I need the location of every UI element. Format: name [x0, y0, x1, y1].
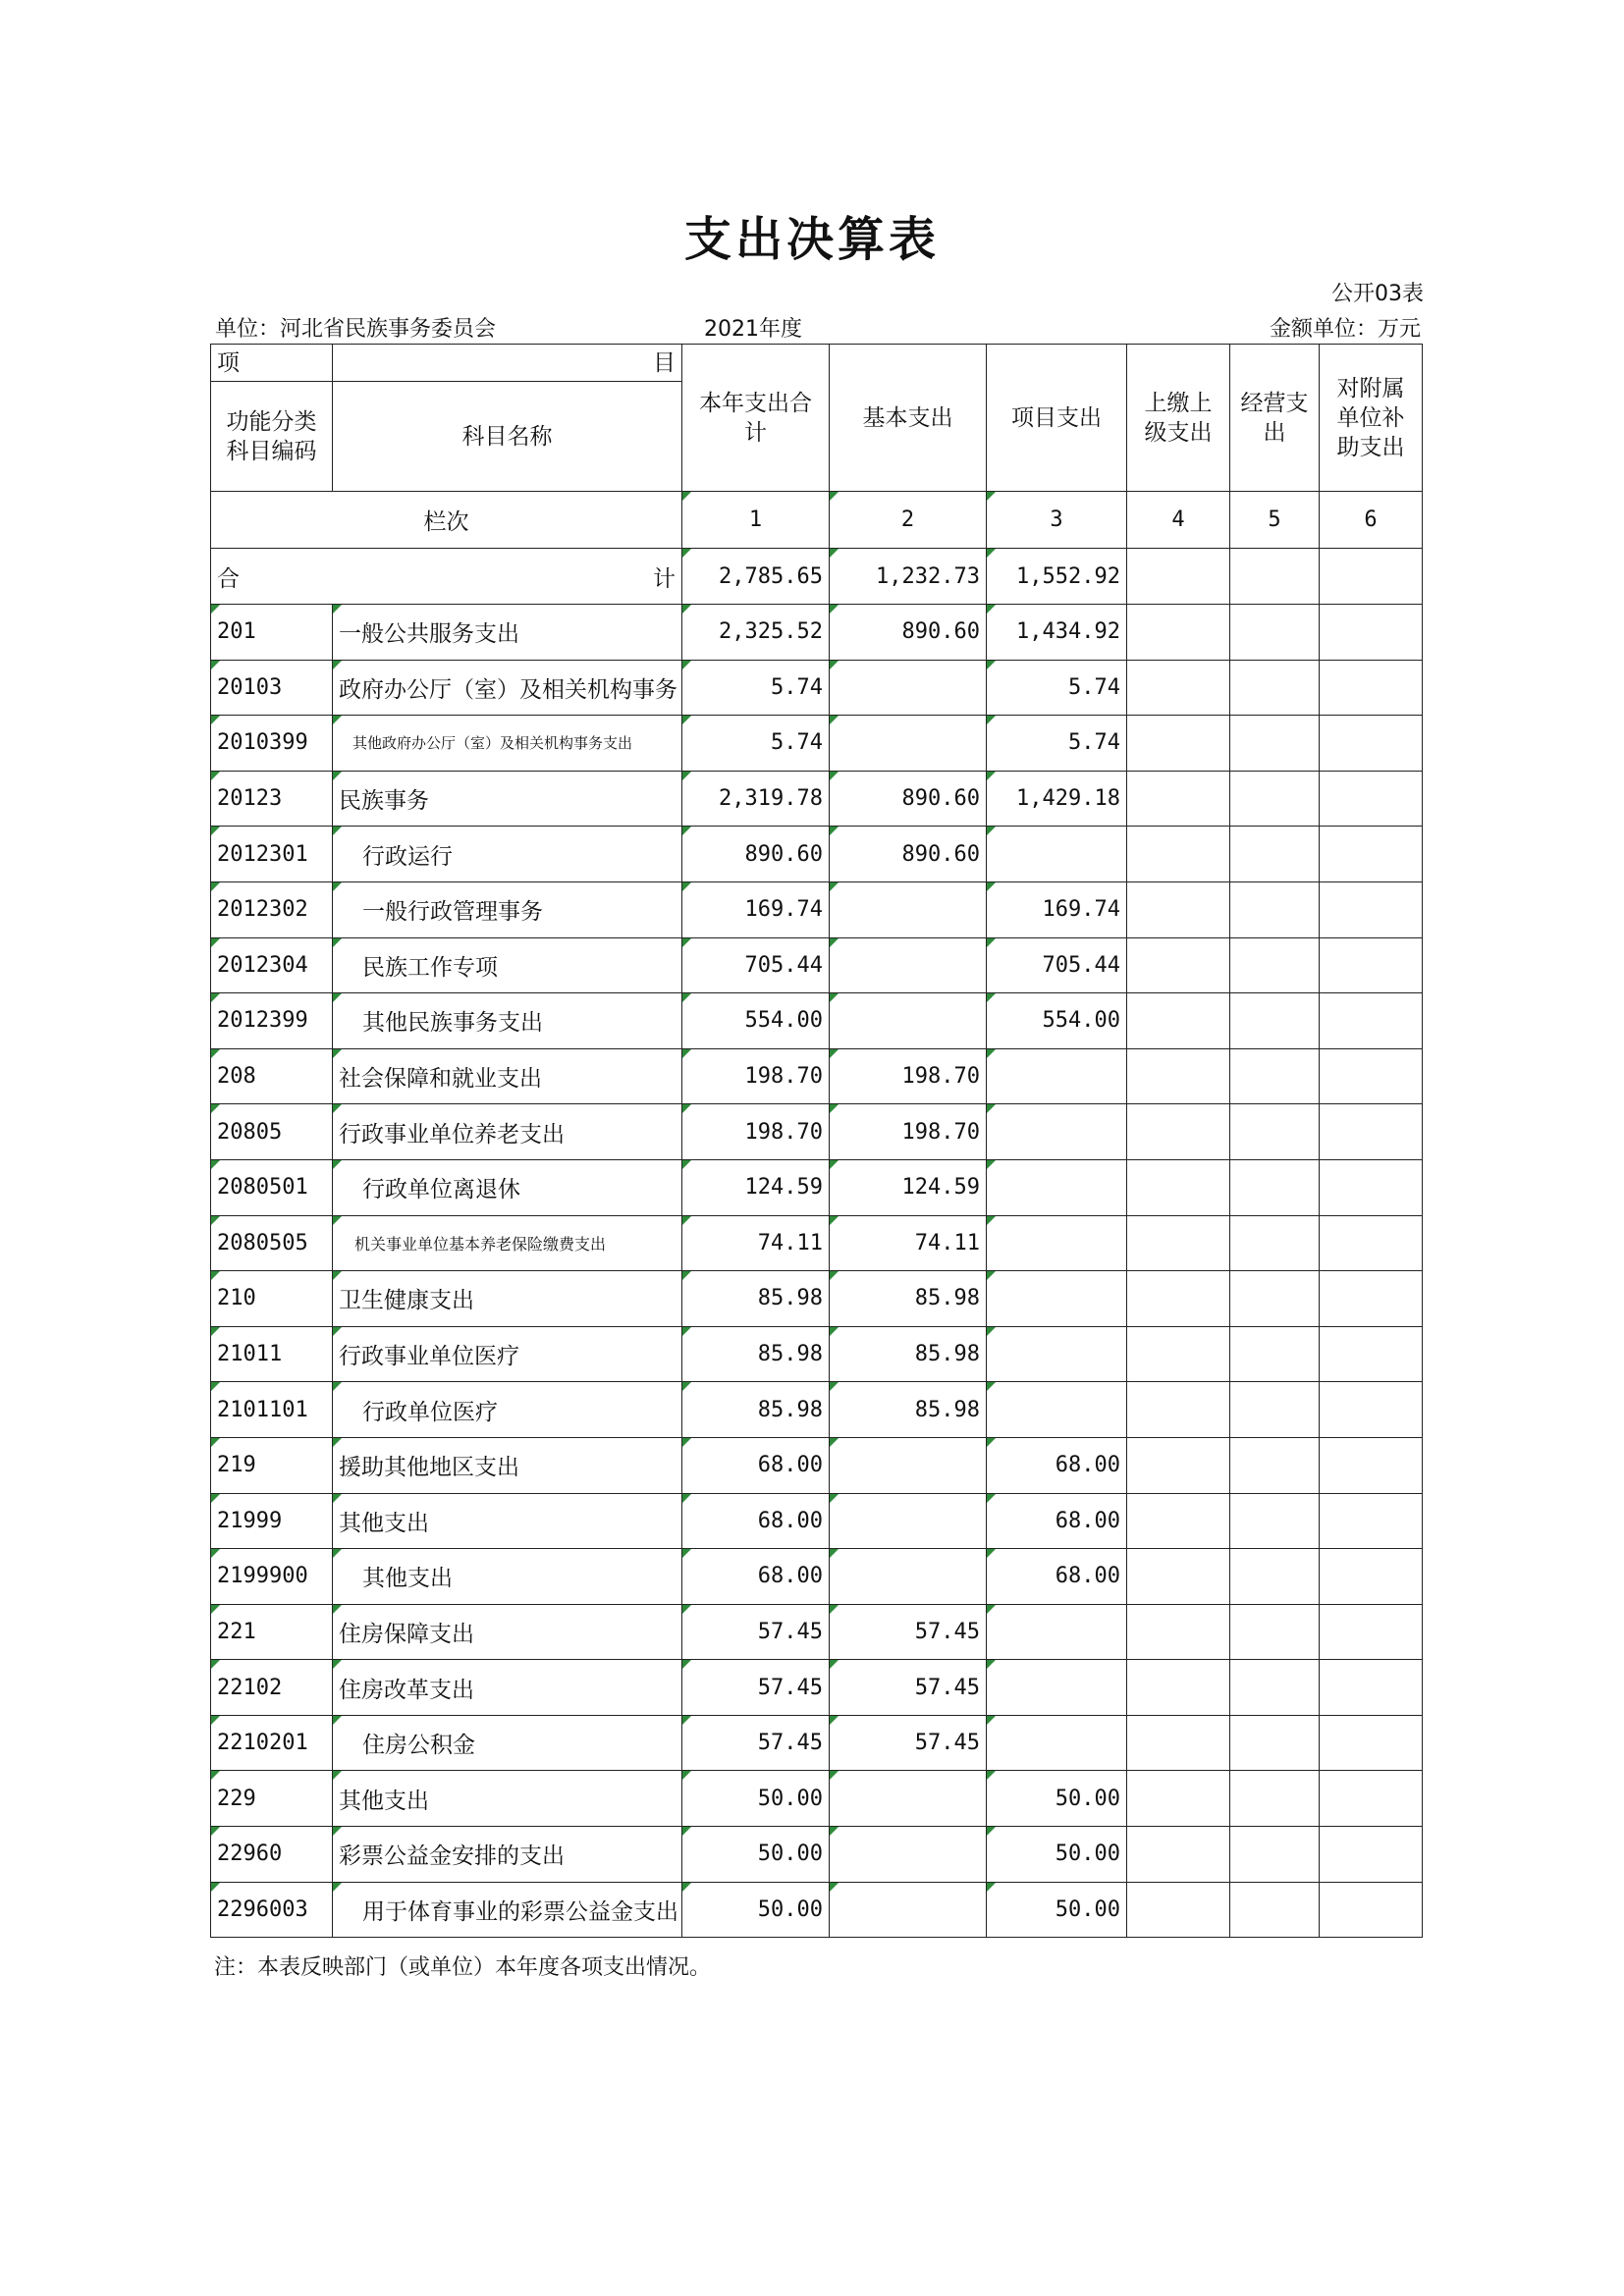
row-code: 21011: [211, 1326, 333, 1382]
row-business: [1230, 716, 1320, 772]
column-index-3: 3: [987, 492, 1127, 549]
row-basic: [830, 1771, 987, 1827]
row-total: 68.00: [682, 1493, 830, 1549]
row-code: 2296003: [211, 1882, 333, 1938]
row-subsidiary: [1320, 771, 1423, 827]
total-sum: 2,785.65: [682, 549, 830, 605]
row-business: [1230, 1771, 1320, 1827]
row-subsidiary: [1320, 1660, 1423, 1716]
row-subsidiary: [1320, 1771, 1423, 1827]
row-subsidiary: [1320, 1827, 1423, 1883]
row-subject-name: 用于体育事业的彩票公益金支出: [333, 1882, 682, 1938]
row-upper: [1127, 827, 1230, 882]
row-basic: [830, 993, 987, 1049]
row-upper: [1127, 1493, 1230, 1549]
amount-unit-label: 金额单位：万元: [1269, 317, 1421, 342]
table-row: [211, 1882, 1423, 1938]
table-row: [211, 1604, 1423, 1660]
header-basic: 基本支出: [830, 345, 987, 492]
table-row: [211, 1715, 1423, 1771]
total-business: [1230, 549, 1320, 605]
header-total: 本年支出合 计: [682, 345, 830, 492]
row-project: 50.00: [987, 1771, 1127, 1827]
row-subsidiary: [1320, 1271, 1423, 1327]
table-row: [211, 1382, 1423, 1438]
row-code: 2012302: [211, 881, 333, 937]
row-subsidiary: [1320, 1882, 1423, 1938]
row-basic: 890.60: [830, 827, 987, 882]
row-code: 22102: [211, 1660, 333, 1716]
table-row: [211, 881, 1423, 937]
row-upper: [1127, 1382, 1230, 1438]
report-title: 支出决算表: [683, 212, 940, 267]
row-subject-name: 一般公共服务支出: [333, 605, 682, 661]
header-project: 项目支出: [987, 345, 1127, 492]
header-subject-name: 科目名称: [333, 382, 682, 492]
row-total: 57.45: [682, 1660, 830, 1716]
row-total: 198.70: [682, 1048, 830, 1104]
row-subject-name: 机关事业单位基本养老保险缴费支出: [333, 1215, 682, 1271]
row-business: [1230, 881, 1320, 937]
row-basic: [830, 716, 987, 772]
row-basic: 85.98: [830, 1326, 987, 1382]
row-basic: 57.45: [830, 1660, 987, 1716]
row-upper: [1127, 1271, 1230, 1327]
row-subsidiary: [1320, 937, 1423, 993]
row-subject-name: 住房保障支出: [333, 1604, 682, 1660]
row-basic: 85.98: [830, 1271, 987, 1327]
row-upper: [1127, 1882, 1230, 1938]
row-basic: 57.45: [830, 1604, 987, 1660]
row-basic: 85.98: [830, 1382, 987, 1438]
row-upper: [1127, 881, 1230, 937]
row-project: 50.00: [987, 1827, 1127, 1883]
year-label: 2021年度: [704, 317, 802, 342]
row-project: [987, 1159, 1127, 1215]
column-index-4: 4: [1127, 492, 1230, 549]
table-row: [211, 1771, 1423, 1827]
row-total: 198.70: [682, 1104, 830, 1160]
row-basic: 198.70: [830, 1048, 987, 1104]
row-subject-name: 其他民族事务支出: [333, 993, 682, 1049]
table-row: [211, 1827, 1423, 1883]
row-subsidiary: [1320, 1104, 1423, 1160]
row-project: 554.00: [987, 993, 1127, 1049]
row-project: 5.74: [987, 716, 1127, 772]
column-index-1: 1: [682, 492, 830, 549]
row-subsidiary: [1320, 1604, 1423, 1660]
table-row: [211, 1660, 1423, 1716]
row-business: [1230, 660, 1320, 716]
table-row: [211, 827, 1423, 882]
row-subject-name: 行政事业单位医疗: [333, 1326, 682, 1382]
row-subject-name: 住房公积金: [333, 1715, 682, 1771]
total-label-right: 计: [653, 565, 676, 592]
row-business: [1230, 605, 1320, 661]
row-code: 210: [211, 1271, 333, 1327]
row-total: 2,325.52: [682, 605, 830, 661]
row-project: [987, 1048, 1127, 1104]
row-total: 85.98: [682, 1326, 830, 1382]
row-upper: [1127, 1215, 1230, 1271]
row-upper: [1127, 1827, 1230, 1883]
row-subject-name: 彩票公益金安排的支出: [333, 1827, 682, 1883]
row-subject-name: 其他支出: [333, 1493, 682, 1549]
table-row: [211, 1326, 1423, 1382]
row-upper: [1127, 1771, 1230, 1827]
row-code: 2010399: [211, 716, 333, 772]
row-subsidiary: [1320, 605, 1423, 661]
row-project: 68.00: [987, 1493, 1127, 1549]
row-business: [1230, 1549, 1320, 1605]
row-subsidiary: [1320, 1326, 1423, 1382]
table-row: [211, 1493, 1423, 1549]
row-basic: 57.45: [830, 1715, 987, 1771]
row-subsidiary: [1320, 1159, 1423, 1215]
row-subsidiary: [1320, 1382, 1423, 1438]
row-project: 1,429.18: [987, 771, 1127, 827]
row-project: 68.00: [987, 1437, 1127, 1493]
total-label: [211, 549, 682, 605]
row-project: 705.44: [987, 937, 1127, 993]
row-project: 68.00: [987, 1549, 1127, 1605]
row-project: [987, 1326, 1127, 1382]
row-code: 2012304: [211, 937, 333, 993]
row-upper: [1127, 716, 1230, 772]
row-project: [987, 1271, 1127, 1327]
row-basic: [830, 1827, 987, 1883]
row-total: 705.44: [682, 937, 830, 993]
row-subsidiary: [1320, 1549, 1423, 1605]
row-basic: [830, 1437, 987, 1493]
row-code: 201: [211, 605, 333, 661]
row-subject-name: 政府办公厅（室）及相关机构事务: [333, 660, 682, 716]
row-business: [1230, 1215, 1320, 1271]
header-func-code: 功能分类 科目编码: [211, 382, 333, 492]
row-project: [987, 1104, 1127, 1160]
row-business: [1230, 827, 1320, 882]
row-business: [1230, 1715, 1320, 1771]
row-code: 2012399: [211, 993, 333, 1049]
total-upper: [1127, 549, 1230, 605]
row-project: 169.74: [987, 881, 1127, 937]
row-subsidiary: [1320, 716, 1423, 772]
row-subsidiary: [1320, 1493, 1423, 1549]
row-code: 2210201: [211, 1715, 333, 1771]
row-code: 2101101: [211, 1382, 333, 1438]
row-total: 74.11: [682, 1215, 830, 1271]
row-basic: 74.11: [830, 1215, 987, 1271]
row-code: 21999: [211, 1493, 333, 1549]
row-total: 50.00: [682, 1771, 830, 1827]
row-business: [1230, 1326, 1320, 1382]
row-basic: 124.59: [830, 1159, 987, 1215]
row-total: 50.00: [682, 1882, 830, 1938]
row-business: [1230, 1159, 1320, 1215]
column-index-6: 6: [1320, 492, 1423, 549]
row-subject-name: 一般行政管理事务: [333, 881, 682, 937]
row-subject-name: 社会保障和就业支出: [333, 1048, 682, 1104]
row-basic: [830, 1549, 987, 1605]
row-total: 5.74: [682, 660, 830, 716]
table-row: [211, 937, 1423, 993]
row-subsidiary: [1320, 1715, 1423, 1771]
footnote: 注：本表反映部门（或单位）本年度各项支出情况。: [214, 1955, 712, 1980]
column-index-2: 2: [830, 492, 987, 549]
table-row: [211, 1437, 1423, 1493]
row-subject-name: 行政单位医疗: [333, 1382, 682, 1438]
total-row: [211, 549, 1423, 605]
row-upper: [1127, 660, 1230, 716]
row-total: 890.60: [682, 827, 830, 882]
row-project: 1,434.92: [987, 605, 1127, 661]
row-project: 5.74: [987, 660, 1127, 716]
table-row: [211, 1215, 1423, 1271]
form-number: 公开03表: [1331, 282, 1424, 306]
table-row: [211, 660, 1423, 716]
table-row: [211, 1271, 1423, 1327]
row-subject-name: 行政单位离退休: [333, 1159, 682, 1215]
row-business: [1230, 1660, 1320, 1716]
total-project: 1,552.92: [987, 549, 1127, 605]
row-project: 50.00: [987, 1882, 1127, 1938]
row-upper: [1127, 1437, 1230, 1493]
row-basic: [830, 881, 987, 937]
row-basic: [830, 660, 987, 716]
row-business: [1230, 771, 1320, 827]
total-subsidiary: [1320, 549, 1423, 605]
row-upper: [1127, 1104, 1230, 1160]
row-code: 2080501: [211, 1159, 333, 1215]
row-subsidiary: [1320, 1437, 1423, 1493]
row-total: 50.00: [682, 1827, 830, 1883]
row-subsidiary: [1320, 1048, 1423, 1104]
row-code: 208: [211, 1048, 333, 1104]
row-basic: [830, 937, 987, 993]
row-total: 57.45: [682, 1715, 830, 1771]
row-code: 20123: [211, 771, 333, 827]
row-upper: [1127, 993, 1230, 1049]
row-code: 2012301: [211, 827, 333, 882]
table-row: [211, 716, 1423, 772]
row-basic: 890.60: [830, 771, 987, 827]
row-subject-name: 援助其他地区支出: [333, 1437, 682, 1493]
row-subsidiary: [1320, 881, 1423, 937]
header-business: 经营支 出: [1230, 345, 1320, 492]
column-index-5: 5: [1230, 492, 1320, 549]
row-business: [1230, 1271, 1320, 1327]
table-row: [211, 1159, 1423, 1215]
row-project: [987, 1215, 1127, 1271]
row-upper: [1127, 605, 1230, 661]
row-upper: [1127, 1604, 1230, 1660]
report-meta: [211, 312, 1421, 342]
row-project: [987, 1660, 1127, 1716]
header-xiang: 项: [211, 345, 333, 382]
table-row: [211, 1104, 1423, 1160]
row-subsidiary: [1320, 993, 1423, 1049]
row-project: [987, 1382, 1127, 1438]
table-row: [211, 993, 1423, 1049]
row-code: 2080505: [211, 1215, 333, 1271]
row-code: 221: [211, 1604, 333, 1660]
row-business: [1230, 1048, 1320, 1104]
row-business: [1230, 1882, 1320, 1938]
total-basic: 1,232.73: [830, 549, 987, 605]
row-upper: [1127, 771, 1230, 827]
row-subject-name: 其他支出: [333, 1549, 682, 1605]
unit-label: 单位：河北省民族事务委员会: [215, 317, 497, 342]
row-subject-name: 行政运行: [333, 827, 682, 882]
row-business: [1230, 1104, 1320, 1160]
row-subject-name: 民族事务: [333, 771, 682, 827]
row-total: 554.00: [682, 993, 830, 1049]
column-index-label: 栏次: [211, 492, 682, 549]
row-basic: 890.60: [830, 605, 987, 661]
table-row: [211, 771, 1423, 827]
row-project: [987, 1604, 1127, 1660]
row-total: 57.45: [682, 1604, 830, 1660]
row-total: 68.00: [682, 1437, 830, 1493]
row-total: 68.00: [682, 1549, 830, 1605]
row-upper: [1127, 1549, 1230, 1605]
row-upper: [1127, 1048, 1230, 1104]
row-subsidiary: [1320, 660, 1423, 716]
table-row: [211, 1048, 1423, 1104]
row-total: 124.59: [682, 1159, 830, 1215]
row-basic: [830, 1493, 987, 1549]
row-total: 85.98: [682, 1382, 830, 1438]
row-upper: [1127, 1715, 1230, 1771]
row-code: 20103: [211, 660, 333, 716]
row-code: 20805: [211, 1104, 333, 1160]
row-basic: 198.70: [830, 1104, 987, 1160]
row-upper: [1127, 1326, 1230, 1382]
row-code: 219: [211, 1437, 333, 1493]
row-subject-name: 卫生健康支出: [333, 1271, 682, 1327]
row-subject-name: 住房改革支出: [333, 1660, 682, 1716]
row-total: 5.74: [682, 716, 830, 772]
row-business: [1230, 1437, 1320, 1493]
row-basic: [830, 1882, 987, 1938]
table-row: [211, 605, 1423, 661]
row-subject-name: 其他支出: [333, 1771, 682, 1827]
column-index-row: [211, 492, 1423, 549]
row-business: [1230, 1604, 1320, 1660]
row-upper: [1127, 1159, 1230, 1215]
table-row: [211, 1549, 1423, 1605]
row-total: 2,319.78: [682, 771, 830, 827]
row-subject-name: 其他政府办公厅（室）及相关机构事务支出: [333, 716, 682, 772]
row-subsidiary: [1320, 1215, 1423, 1271]
row-subject-name: 行政事业单位养老支出: [333, 1104, 682, 1160]
row-upper: [1127, 1660, 1230, 1716]
row-subject-name: 民族工作专项: [333, 937, 682, 993]
row-total: 169.74: [682, 881, 830, 937]
row-business: [1230, 1493, 1320, 1549]
header-upper: 上缴上 级支出: [1127, 345, 1230, 492]
row-business: [1230, 993, 1320, 1049]
header-subsidiary: 对附属 单位补 助支出: [1320, 345, 1423, 492]
expenditure-table: [210, 344, 1423, 1938]
row-business: [1230, 937, 1320, 993]
row-business: [1230, 1827, 1320, 1883]
total-label-left: 合: [217, 565, 240, 592]
row-code: 22960: [211, 1827, 333, 1883]
row-total: 85.98: [682, 1271, 830, 1327]
row-code: 229: [211, 1771, 333, 1827]
row-project: [987, 1715, 1127, 1771]
row-subsidiary: [1320, 827, 1423, 882]
row-business: [1230, 1382, 1320, 1438]
row-upper: [1127, 937, 1230, 993]
row-code: 2199900: [211, 1549, 333, 1605]
row-project: [987, 827, 1127, 882]
header-mu: 目: [333, 345, 682, 382]
